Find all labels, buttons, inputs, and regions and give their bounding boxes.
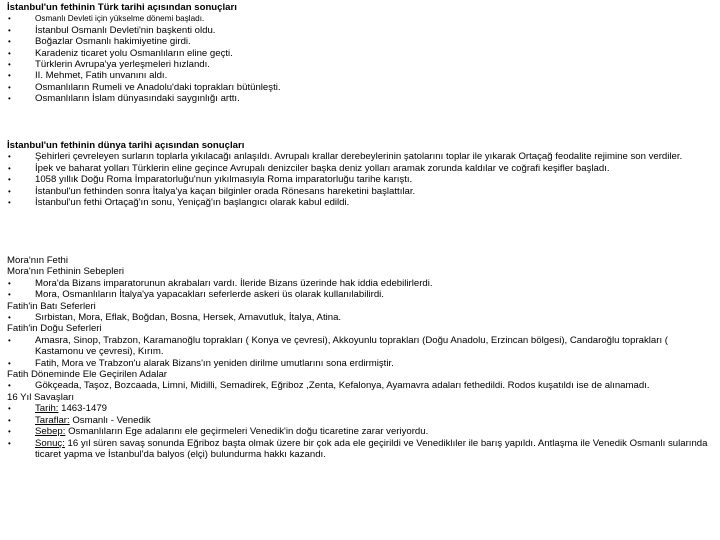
mora-section xyxy=(7,255,712,460)
list-item: • İpek ve baharat yolları Türklerin eline geçince Avrupalı denizciler başka deniz yolları aramak zorunda kaldılar ve coğrafi keşifler başladı. xyxy=(8,162,610,174)
bullet-icon: • xyxy=(8,94,11,104)
bullet-icon: • xyxy=(8,163,11,173)
list-item: • Sırbistan, Mora, Eflak, Boğdan, Bosna, Hersek, Arnavutluk, İtalya, Atina. xyxy=(8,312,342,324)
bullet-icon: • xyxy=(8,198,11,208)
bullet-icon: • xyxy=(8,82,11,92)
sebepler-heading: Mora'nın Fethinin Sebepleri xyxy=(7,266,125,278)
list-item: • Osmanlıların İslam dünyasındaki saygınlığı arttı. xyxy=(8,93,240,105)
bullet-icon: • xyxy=(8,427,11,437)
bullet-icon: • xyxy=(8,404,11,414)
bullet-icon: • xyxy=(8,381,11,391)
bullet-icon: • xyxy=(8,152,11,162)
savaslar-heading: 16 Yıl Savaşları xyxy=(7,391,75,403)
item-label: Sonuç: xyxy=(35,437,65,449)
list-item: • İstanbul'un fethi Ortaçağ'ın sonu, Yeniçağ'ın başlangıcı olarak kabul edildi. xyxy=(8,197,350,209)
bullet-list xyxy=(7,335,712,369)
bullet-icon: • xyxy=(8,48,11,58)
list-item: • Mora, Osmanlıların İtalya'ya yapacakları seferlerde askeri üs olarak kullanılabilirdi. xyxy=(8,289,384,301)
bullet-icon: • xyxy=(8,71,11,81)
bullet-list xyxy=(7,403,712,460)
list-item: • Sonuç: 16 yıl süren savaş sonunda Eğriboz başta olmak üzere bir çok ada ele geçirildi ve Venediklıler ile barış yapıldı. Antlaşma ile Venedik Osmanlı sularında ticaret yapma ve İstanbul'da balyos (elçi) bulundurma hakkı kazandı. xyxy=(8,437,708,460)
dunya-tarihi-section xyxy=(7,140,712,208)
bullet-icon: • xyxy=(8,358,11,368)
bullet-icon: • xyxy=(8,313,11,323)
list-item: • Şehirleri çevreleyen surların toplarla yıkılacağı anlaşıldı. Avrupalı krallar derebeylerinin şatolarını toplar ile yıkarak Ortaçağ feodalite rejimine son verdiler. xyxy=(8,151,683,163)
bullet-list xyxy=(7,380,712,391)
section-title: İstanbul'un fethinin Türk tarihi açısından sonuçları xyxy=(7,2,237,13)
bullet-list xyxy=(7,13,712,104)
bullet-icon: • xyxy=(8,186,11,196)
bullet-icon: • xyxy=(8,290,11,300)
bati-seferleri-heading: Fatih'in Batı Seferleri xyxy=(7,300,96,312)
list-item: • Gökçeada, Taşoz, Bozcaada, Limni, Midilli, Semadirek, Eğriboz ,Zenta, Kefalonya, Ayamavra adaları fethedildi. Rodos kuşatıldı ise de alınamadı. xyxy=(8,380,650,392)
list-item: • II. Mehmet, Fatih unvanını aldı. xyxy=(8,70,168,82)
bullet-list xyxy=(7,312,712,323)
bullet-icon: • xyxy=(8,14,11,24)
list-item: • İstanbul'un fethinden sonra İtalya'ya kaçan bilginler orada Rönesans hareketini başlattılar. xyxy=(8,185,416,197)
bullet-icon: • xyxy=(8,60,11,70)
item-label: Taraflar: xyxy=(35,414,70,426)
bullet-list xyxy=(7,278,712,301)
section-title: İstanbul'un fethinin dünya tarihi açısından sonuçları xyxy=(7,140,245,151)
bullet-icon: • xyxy=(8,335,11,345)
bullet-icon: • xyxy=(8,175,11,185)
turk-tarihi-section xyxy=(7,2,712,105)
list-item: • Sebep: Osmanlıların Ege adalarını ele geçirmeleri Venedik'in doğu ticaretine zarar veriyordu. xyxy=(8,426,429,438)
bullet-icon: • xyxy=(8,438,11,448)
bullet-icon: • xyxy=(8,37,11,47)
adalar-heading: Fatih Döneminde Ele Geçirilen Adalar xyxy=(7,369,167,381)
list-item: • Osmanlı Devleti için yükselme dönemi başladı. xyxy=(8,14,205,24)
list-item: • Mora'da Bizans imparatorunun akrabaları vardı. İleride Bizans üzerinde hak iddia edebilirlerdi. xyxy=(8,277,433,289)
section-title: Mora'nın Fethi xyxy=(7,255,69,266)
item-label: Sebep: xyxy=(35,426,66,438)
list-item: • Osmanlıların Rumeli ve Anadolu'daki toprakları bütünleşti. xyxy=(8,81,281,93)
list-item: • Boğazlar Osmanlı hakimiyetine girdi. xyxy=(8,36,191,48)
list-item: • Karadeniz ticaret yolu Osmanlıların eline geçti. xyxy=(8,47,233,59)
bullet-icon: • xyxy=(8,278,11,288)
dogu-seferleri-heading: Fatih'in Doğu Seferleri xyxy=(7,323,102,335)
item-label: Tarih: xyxy=(35,403,59,415)
list-item: • Fatih, Mora ve Trabzon'u alarak Bizans'ın yeniden dirilme umutlarını sona erdirmiştir. xyxy=(8,357,394,369)
list-item: • İstanbul Osmanlı Devleti'nin başkenti oldu. xyxy=(8,24,216,36)
bullet-icon: • xyxy=(8,25,11,35)
list-item: • Taraflar: Osmanlı - Venedik xyxy=(8,414,151,426)
bullet-list xyxy=(7,151,712,208)
bullet-icon: • xyxy=(8,415,11,425)
list-item: • Amasra, Sinop, Trabzon, Karamanoğlu toprakları ( Konya ve çevresi), Akkoyunlu toprakları (Doğu Anadolu, Erzincan bölgesi), Candaroğlu toprakları ( Kastamonu ve çevresi), Kırım. xyxy=(8,334,668,358)
list-item: • Tarih: 1463-1479 xyxy=(8,403,108,415)
list-item: • Türklerin Avrupa'ya yerleşmeleri hızlandı. xyxy=(8,59,210,71)
list-item: • 1058 yıllık Doğu Roma İmparatorluğu'nun yıkılmasıyla Roma imparatorluğu tarihe karıştı. xyxy=(8,174,413,186)
